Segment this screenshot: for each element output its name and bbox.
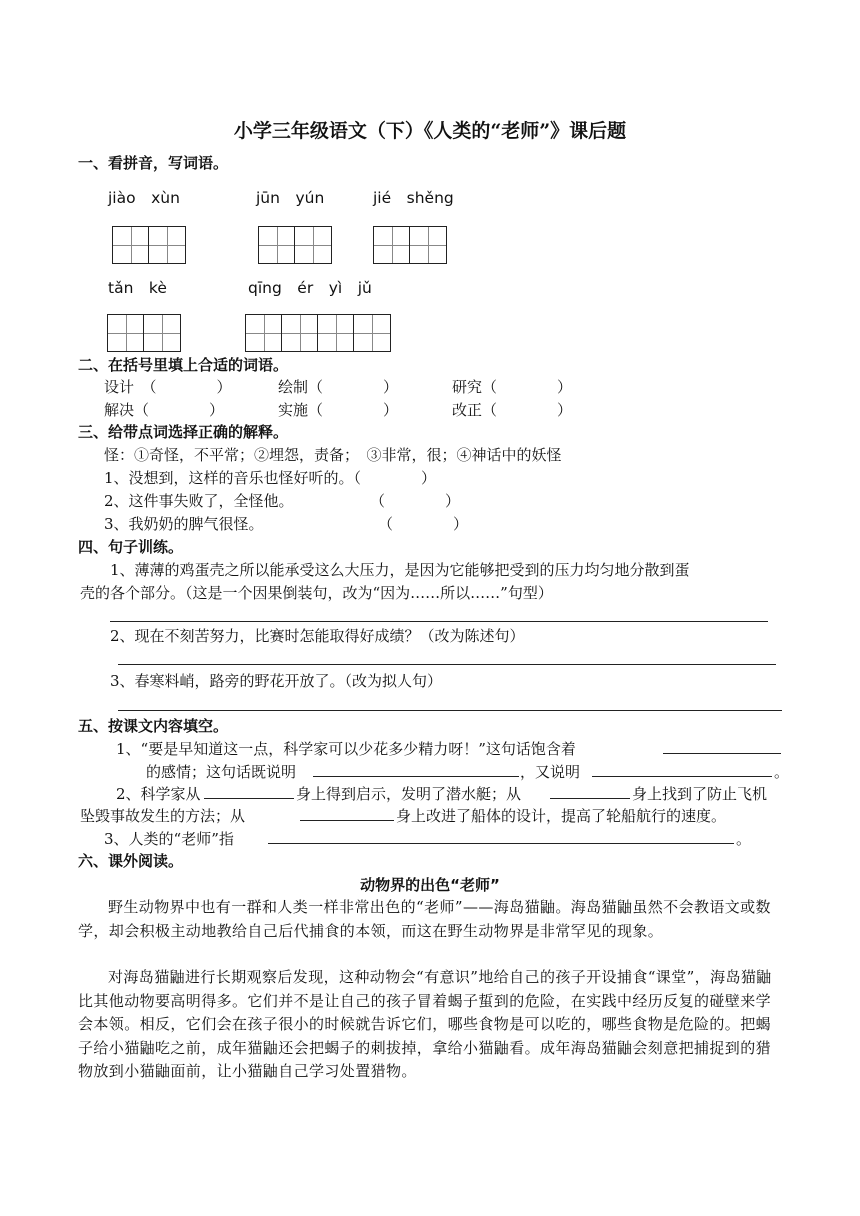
blank-5-6[interactable] <box>300 820 394 821</box>
question-3-3: 3、我奶奶的脾气很怪。 <box>104 515 264 533</box>
writing-grid-2[interactable] <box>258 226 332 264</box>
blank-5-2[interactable] <box>313 776 519 777</box>
fill-5-2e: 身上改进了船体的设计，提高了轮船航行的速度。 <box>396 807 727 825</box>
sentence-4-3: 3、春寒料峭，路旁的野花开放了。（改为拟人句） <box>110 672 443 690</box>
grid-cell[interactable] <box>113 227 149 263</box>
answer-paren-3-3[interactable]: （ ） <box>378 515 469 533</box>
fill-item-4[interactable]: 解决（ ） <box>104 401 225 419</box>
grid-cell[interactable] <box>354 315 390 351</box>
fill-5-2c: 身上找到了防止飞机 <box>632 785 768 803</box>
fill-5-2b: 身上得到启示，发明了潜水艇；从 <box>296 785 522 803</box>
answer-line-4-1[interactable] <box>110 621 768 622</box>
writing-grid-3[interactable] <box>373 226 447 264</box>
reading-paragraph-2: 对海岛猫鼬进行长期观察后发现，这种动物会“有意识”地给自己的孩子开设捕食“课堂”，海岛猫鼬比其他动物要高明得多。它们并不是让自己的孩子冒着蝎子蜇到的危险，在实践中经历反复的碰壁来学会本领。相反，它们会在孩子很小的时候就告诉它们，哪些食物是可以吃的，哪些食物是危险的。把蝎子给小猫鼬吃之前，成年猫鼬还会把蝎子的刺拔掉，拿给小猫鼬看。成年海岛猫鼬会刻意把捕捉到的猎物放到小猫鼬面前，让小猫鼬自己学习处置猎物。 <box>78 968 772 1080</box>
pinyin-1: jiào xùn <box>108 189 180 207</box>
meaning-options: 怪：①奇怪，不平常；②埋怨，责备； ③非常，很；④神话中的妖怪 <box>104 446 562 464</box>
sentence-4-1a: 1、薄薄的鸡蛋壳之所以能承受这么大压力，是因为它能够把受到的压力均匀地分散到蛋 <box>110 561 690 579</box>
fill-5-1b: 的感情；这句话既说明 <box>146 763 297 781</box>
section-3-heading: 三、给带点词选择正确的解释。 <box>78 423 289 441</box>
section-6-heading: 六、课外阅读。 <box>78 852 184 870</box>
fill-item-6[interactable]: 改正（ ） <box>452 401 573 419</box>
fill-5-3: 3、人类的“老师”指 <box>104 830 234 848</box>
section-5-heading: 五、按课文内容填空。 <box>78 717 229 735</box>
pinyin-3: jié shěng <box>373 189 454 207</box>
question-3-2: 2、这件事失败了，全怪他。 <box>104 492 294 510</box>
page-title: 小学三年级语文（下）《人类的“老师”》课后题 <box>233 120 627 142</box>
pinyin-5: qīng ér yì jǔ <box>248 279 372 297</box>
grid-cell[interactable] <box>259 227 295 263</box>
fill-5-1a: 1、“要是早知道这一点，科学家可以少花多少精力呀！”这句话饱含着 <box>116 740 576 758</box>
grid-cell[interactable] <box>410 227 446 263</box>
period-5-3: 。 <box>736 830 752 848</box>
fill-5-2d: 坠毁事故发生的方法；从 <box>80 807 246 825</box>
grid-cell[interactable] <box>246 315 282 351</box>
grid-cell[interactable] <box>318 315 354 351</box>
grid-cell[interactable] <box>144 315 180 351</box>
fill-item-1[interactable]: 设计 （ ） <box>104 378 232 396</box>
blank-5-3[interactable] <box>592 776 772 777</box>
pinyin-4: tǎn kè <box>108 279 167 297</box>
fill-item-5[interactable]: 实施（ ） <box>278 401 399 419</box>
writing-grid-1[interactable] <box>112 226 186 264</box>
blank-5-4[interactable] <box>204 798 294 799</box>
section-2-heading: 二、在括号里填上合适的词语。 <box>78 356 289 374</box>
fill-item-3[interactable]: 研究（ ） <box>452 378 573 396</box>
reading-title: 动物界的出色“老师” <box>360 876 500 894</box>
blank-5-7[interactable] <box>268 843 734 844</box>
grid-cell[interactable] <box>374 227 410 263</box>
fill-5-2a: 2、科学家从 <box>116 785 201 803</box>
answer-line-4-2[interactable] <box>118 664 776 665</box>
sentence-4-2: 2、现在不刻苦努力，比赛时怎能取得好成绩？（改为陈述句） <box>110 627 525 645</box>
period-5-1: 。 <box>774 763 790 781</box>
writing-grid-5[interactable] <box>245 314 391 352</box>
answer-line-4-3[interactable] <box>118 710 782 711</box>
answer-paren-3-2[interactable]: （ ） <box>370 492 461 510</box>
writing-grid-4[interactable] <box>107 314 181 352</box>
grid-cell[interactable] <box>149 227 185 263</box>
pinyin-2: jūn yún <box>256 189 325 207</box>
question-3-1[interactable]: 1、没想到，这样的音乐也怪好听的。（ ） <box>104 469 437 487</box>
grid-cell[interactable] <box>108 315 144 351</box>
section-1-heading: 一、看拼音，写词语。 <box>78 154 229 172</box>
reading-paragraph-1: 野生动物界中也有一群和人类一样非常出色的“老师”——海岛猫鼬。海岛猫鼬虽然不会教语文或数学，却会积极主动地教给自己后代捕食的本领，而这在野生动物界是非常罕见的现象。 <box>78 898 771 940</box>
fill-item-2[interactable]: 绘制（ ） <box>278 378 399 396</box>
fill-5-1c: ，又说明 <box>520 763 581 781</box>
section-4-heading: 四、句子训练。 <box>78 538 184 556</box>
grid-cell[interactable] <box>282 315 318 351</box>
blank-5-5[interactable] <box>550 798 630 799</box>
sentence-4-1b: 壳的各个部分。（这是一个因果倒装句，改为“因为……所以……”句型） <box>80 584 553 602</box>
grid-cell[interactable] <box>295 227 331 263</box>
blank-5-1[interactable] <box>663 753 781 754</box>
